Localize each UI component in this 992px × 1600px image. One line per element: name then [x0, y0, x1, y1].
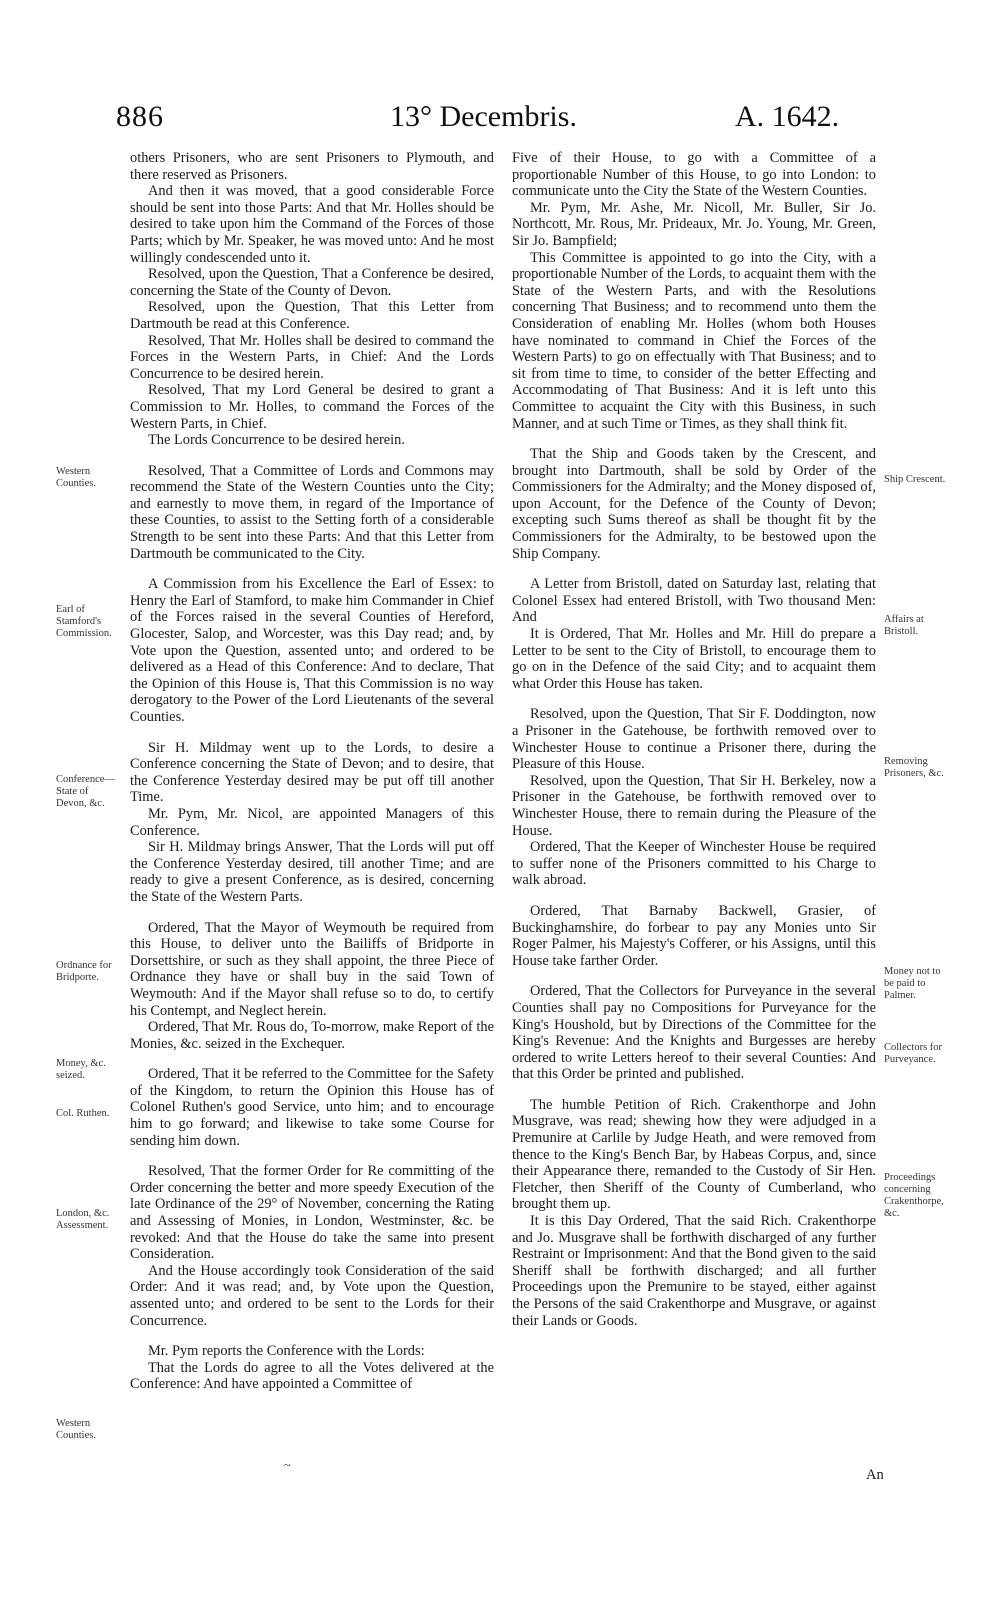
- paragraph: Mr. Pym reports the Conference with the Lords:: [148, 1343, 425, 1360]
- paragraph: Resolved, That my Lord General be desired to grant a Commission to Mr. Holles, to command the Forces of the Western Parts, in Chief.: [130, 382, 494, 432]
- paragraph: Five of their House, to go with a Committee of a proportionable Number of this House, to go into London: to communicate unto the City the State of the Western Counties.: [512, 150, 876, 200]
- margin-note: Money not to be paid to Palmer.: [884, 966, 941, 1001]
- margin-note: Conference—State of Devon, &c.: [56, 774, 115, 809]
- margin-note: Affairs at Bristoll.: [884, 614, 924, 637]
- paragraph: Ordered, That Mr. Rous do, To-morrow, make Report of the Monies, &c. seized in the Exchequer.: [130, 1019, 494, 1052]
- paragraph: The humble Petition of Rich. Crakenthorpe and John Musgrave, was read; shewing how they were adjudged in a Premunire at Carlile by Judge Heath, and were removed from thence to the King's Bench Bar, by Habeas Corpus, and, since their Appearance there, remanded to the Custody of Sir Hen. Fletcher, then Sheriff of the County of Cumberland, who brought them up.: [512, 1096, 876, 1213]
- paragraph: Resolved, That Mr. Holles shall be desired to command the Forces in the Western Parts, in Chief: And the Lords Concurrence to be desired herein.: [130, 332, 494, 382]
- margin-note: Western Counties.: [56, 1418, 96, 1441]
- margin-note: Western Counties.: [56, 466, 96, 489]
- paragraph: That the Ship and Goods taken by the Crescent, and brought into Dartmouth, shall be sold by Order of the Commissioners for the Admiralty; and the Money disposed of, upon Account, for the Defence of the County of Devon; excepting such Sums thereof as shall be thought fit by the Commissioners for the Admiralty, to be bestowed upon the Ship Company.: [512, 446, 876, 562]
- margin-note: Removing Prisoners, &c.: [884, 756, 944, 779]
- paragraph: others Prisoners, who are sent Prisoners to Plymouth, and there reserved as Prisoners.: [130, 150, 494, 183]
- paragraph: This Committee is appointed to go into the City, with a proportionable Number of the Lords, to acquaint them with the State of the Western Parts, and with the Resolutions concerning That Business; and to recommend unto them the Consideration of enabling Mr. Holles (whom both Houses have nominated to command in Chief the Forces of the Western Parts) to go on effectually with That Business; and to sit from time to time, to consider of the better Effecting and Accommodating of That Business: And it is left unto this Committee to acquaint the City with this Business, in such Manner, and at such Time or Times, as they shall think fit.: [512, 249, 876, 432]
- paragraph: That the Lords do agree to all the Votes delivered at the Conference: And have appointed a Committee of: [130, 1359, 494, 1393]
- left-column: [130, 150, 494, 1393]
- margin-note: Earl of Stamford's Commission.: [56, 604, 112, 639]
- paragraph: It is Ordered, That Mr. Holles and Mr. Hill do prepare a Letter to be sent to the City of Bristoll, to encourage them to go on in the Defence of the said City; and to acquaint them what Order this House has taken.: [512, 626, 876, 692]
- paragraph: Resolved, That the former Order for Re committing of the Order concerning the better and more speedy Execution of the late Ordinance of the 29° of November, concerning the Rating and Assessing of Monies, in London, Westminster, &c. be revoked: And that the House do take the same into present Consideration.: [130, 1163, 494, 1263]
- paragraph: Ordered, That it be referred to the Committee for the Safety of the Kingdom, to return the Opinion this House has of Colonel Ruthen's good Service, unto him; and to encourage him to go forward; and likewise to take some Course for sending him down.: [130, 1066, 494, 1149]
- paragraph: Mr. Pym, Mr. Nicol, are appointed Managers of this Conference.: [130, 805, 494, 839]
- margin-note: Ship Crescent.: [884, 474, 946, 485]
- paragraph: Ordered, That the Mayor of Weymouth be required from this House, to deliver unto the Bailiffs of Bridporte in Dorsettshire, or such as they shall appoint, the three Piece of Ordnance they have or shall buy in the said Town of Weymouth: And if the Mayor shall refuse so to do, to certify his Contempt, and Neglect herein.: [130, 919, 494, 1019]
- margin-note: Col. Ruthen.: [56, 1108, 110, 1119]
- paragraph: Resolved, upon the Question, That this Letter from Dartmouth be read at this Conference.: [130, 299, 494, 332]
- paragraph: The Lords Concurrence to be desired herein.: [148, 432, 405, 449]
- running-year: A. 1642.: [735, 100, 840, 133]
- paragraph: Ordered, That Barnaby Backwell, Grasier, of Buckinghamshire, do forbear to pay any Monies unto Sir Roger Palmer, his Majesty's Cofferer, or his Assigns, until this House take farther Order.: [512, 902, 876, 969]
- paragraph: Mr. Pym, Mr. Ashe, Mr. Nicoll, Mr. Buller, Sir Jo. Northcott, Mr. Rous, Mr. Prideaux, Mr. Jo. Young, Mr. Green, Sir Jo. Bampfield;: [512, 199, 876, 249]
- margin-note: London, &c. Assessment.: [56, 1208, 110, 1231]
- paragraph: Sir H. Mildmay went up to the Lords, to desire a Conference concerning the State of Devon; and to desire, that the Conference Yesterday desired may be put off till another Time.: [130, 739, 494, 806]
- catchword: An: [866, 1467, 884, 1483]
- right-column: [512, 150, 876, 1329]
- margin-note: Money, &c. seized.: [56, 1058, 106, 1081]
- margin-note: Collectors for Purveyance.: [884, 1042, 943, 1065]
- paragraph: Ordered, That the Collectors for Purveyance in the several Counties shall pay no Compositions for Purveyance for the King's Houshold, but by Directions of the Committee for the King's Revenue: And the Knights and Burgesses are hereby ordered to write Letters hereof to their several Counties: And that this Order be printed and published.: [512, 983, 876, 1083]
- running-date: 13° Decembris.: [390, 100, 577, 133]
- paragraph: A Commission from his Excellence the Earl of Essex: to Henry the Earl of Stamford, to make him Commander in Chief of the Forces raised in the several Counties of Hereford, Glocester, Salop, and Worcester, was this Day read; and, by Vote upon the Question, assented unto; and ordered to be delivered as a Head of this Conference: And to declare, That the Opinion of this House is, That this Commission is no way derogatory to the Power of the Lord Lieutenants of the several Counties.: [130, 576, 494, 725]
- paragraph: Resolved, upon the Question, That Sir H. Berkeley, now a Prisoner in the Gatehouse, be forthwith removed over to Winchester House, there to remain during the Pleasure of the House.: [512, 772, 876, 839]
- paragraph: And the House accordingly took Consideration of the said Order: And it was read; and, by Vote upon the Question, assented unto; and ordered to be sent to the Lords for their Concurrence.: [130, 1262, 494, 1329]
- paragraph: A Letter from Bristoll, dated on Saturday last, relating that Colonel Essex had entered Bristoll, with Two thousand Men: And: [512, 576, 876, 626]
- paragraph: It is this Day Ordered, That the said Rich. Crakenthorpe and Jo. Musgrave shall be forthwith discharged of any further Restraint or Imprisonment: And that the Bond given to the said Sheriff shall be forthwith discharged; and all further Proceedings upon the Premunire to be stayed, either against the Persons of the said Crakenthorpe and Musgrave, or against their Lands or Goods.: [512, 1213, 876, 1329]
- paragraph: Resolved, upon the Question, That Sir F. Doddington, now a Prisoner in the Gatehouse, be forthwith removed over to Winchester House to continue a Prisoner there, during the Pleasure of this House.: [512, 706, 876, 773]
- page-number: 886: [116, 100, 164, 133]
- paragraph: And then it was moved, that a good considerable Force should be sent into those Parts: And that Mr. Holles should be desired to take upon him the Command of the Forces of those Parts; which by Mr. Speaker, he was moved unto: And he most willingly condescended unto it.: [130, 183, 494, 266]
- paragraph: Sir H. Mildmay brings Answer, That the Lords will put off the Conference Yesterday desired, till another Time; and are ready to give a present Conference, as is desired, concerning the State of the Western Parts.: [130, 839, 494, 905]
- paragraph: Resolved, That a Committee of Lords and Commons may recommend the State of the Western Counties unto the City; and earnestly to move them, in regard of the Importance of these Counties, to assist to the Setting forth of a considerable Strength to be sent into these Parts: And that this Letter from Dartmouth be communicated to the City.: [130, 462, 494, 562]
- margin-note: Ordnance for Bridporte.: [56, 960, 112, 983]
- margin-note: Proceedings concerning Crakenthorpe, &c.: [884, 1172, 944, 1219]
- signature-mark: ~: [284, 1458, 291, 1472]
- paragraph: Ordered, That the Keeper of Winchester House be required to suffer none of the Prisoners committed to his Charge to walk abroad.: [512, 839, 876, 889]
- paragraph: Resolved, upon the Question, That a Conference be desired, concerning the State of the County of Devon.: [130, 266, 494, 299]
